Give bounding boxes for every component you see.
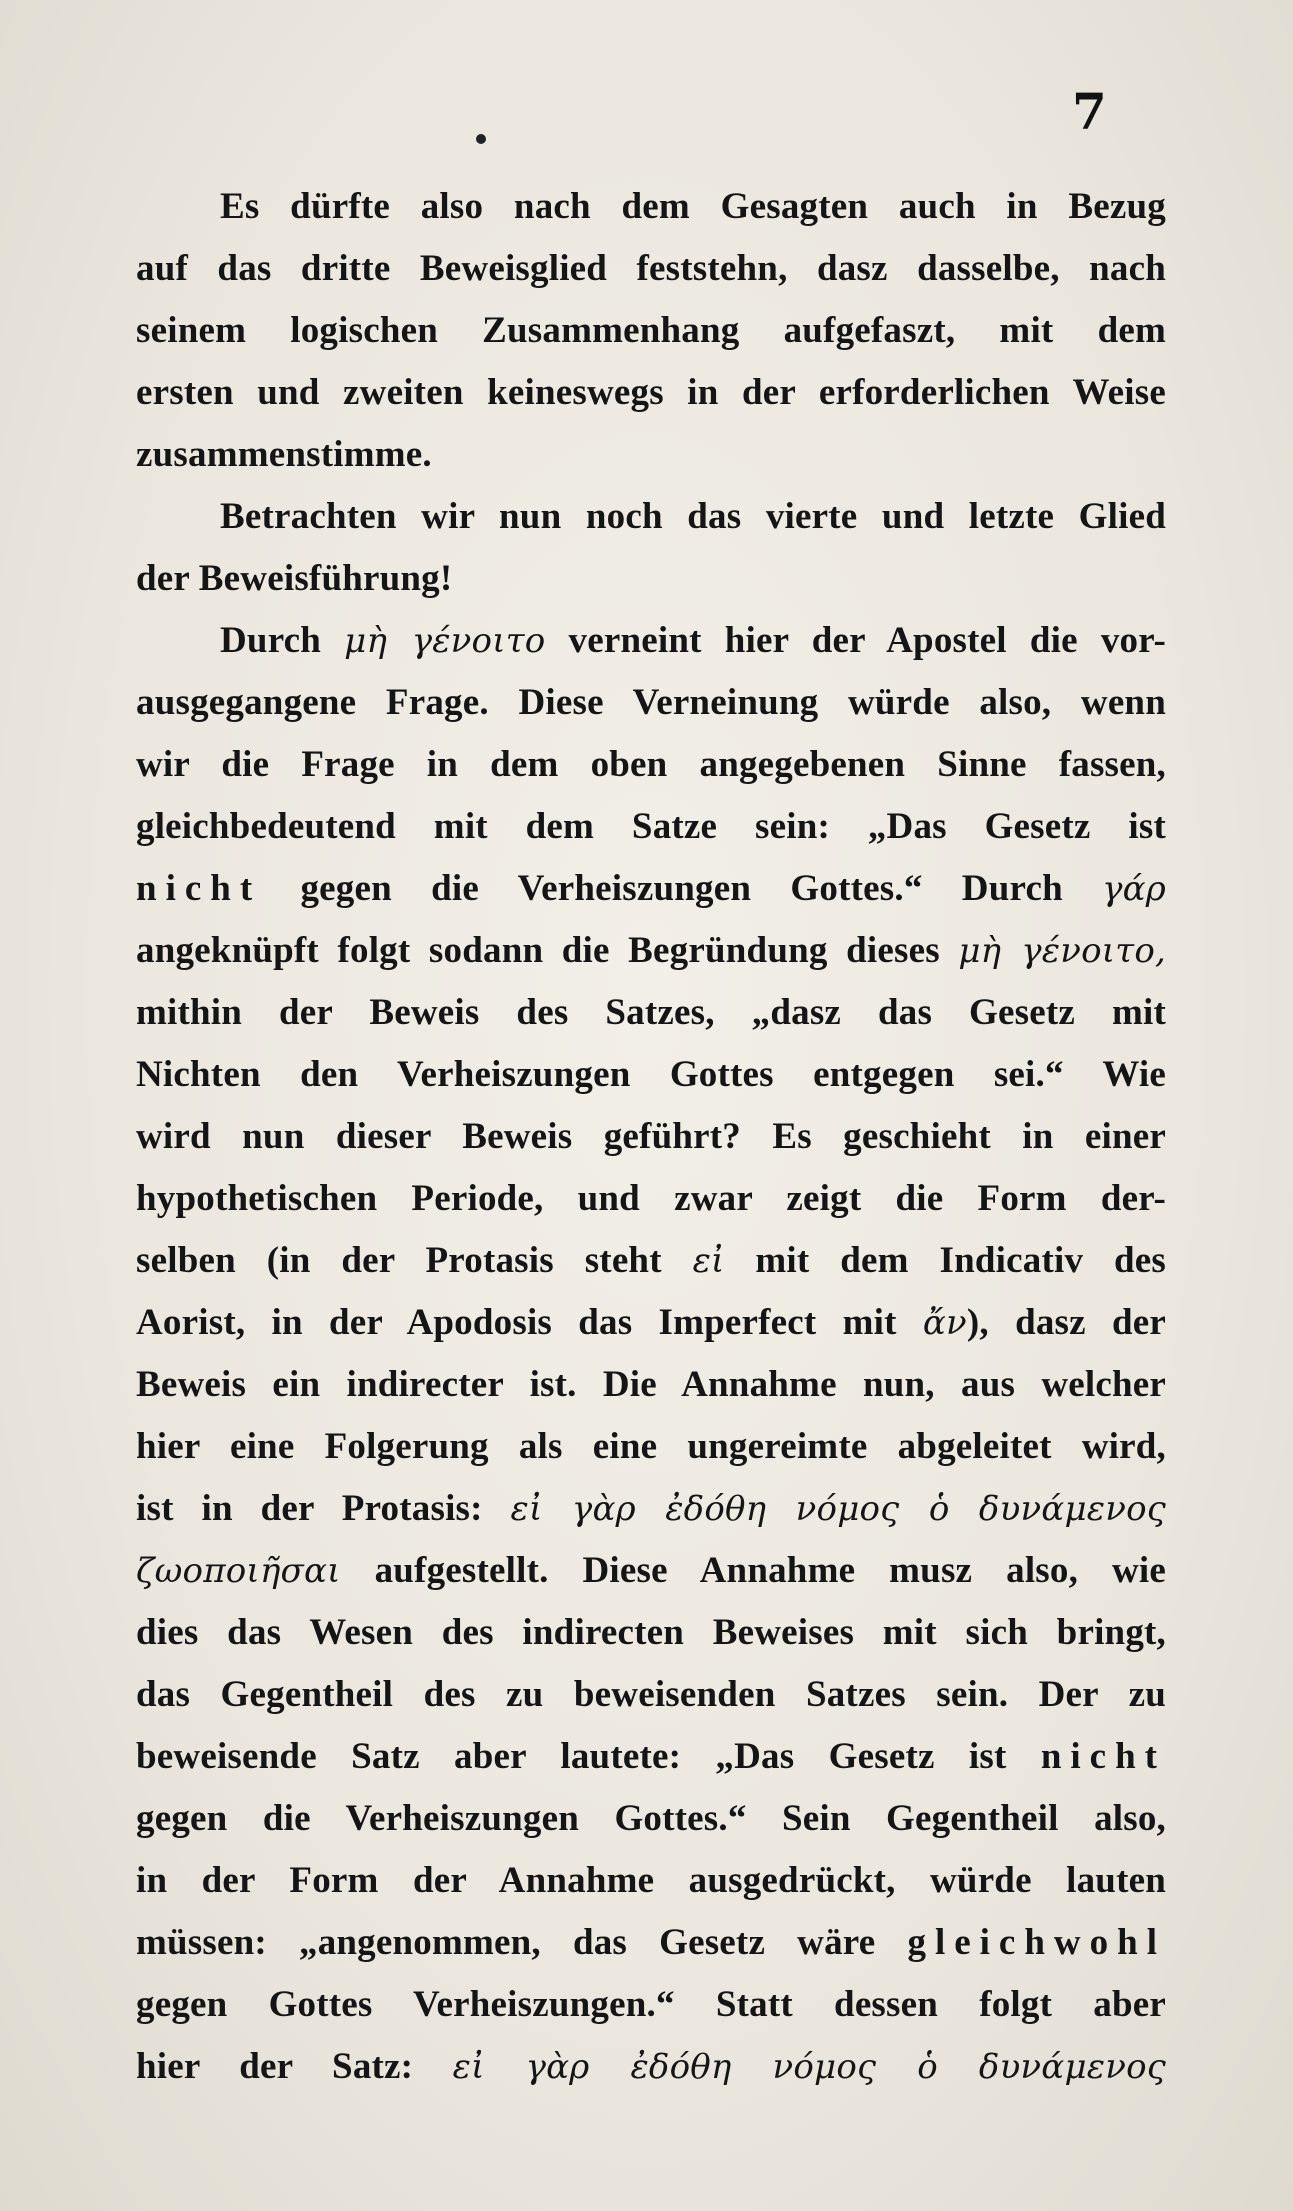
greek-phrase: ζωοποιῆσαι — [136, 1551, 341, 1591]
text-line: gleichbedeutend mit dem Satze sein: „Das Gesetz ist — [136, 806, 1166, 847]
text-line: zusammenstimme. — [136, 434, 432, 475]
text-line: auf das dritte Beweisglied feststehn, dasz dasselbe, nach — [136, 248, 1166, 289]
text-line: Betrachten wir nun noch das vierte und letzte Glied — [220, 496, 1166, 537]
greek-phrase: εἰ γὰρ ἐδόθη νόμος ὁ δυνάμενος — [452, 2047, 1166, 2087]
text-line: angeknüpft folgt sodann die Begründung dieses μὴ γένοιτο, — [136, 930, 1166, 971]
text-line: wird nun dieser Beweis geführt? Es geschieht in einer — [136, 1116, 1166, 1157]
text-line: nicht gegen die Verheiszungen Gottes.“ Durch γάρ — [136, 868, 1166, 909]
ink-speck — [476, 134, 486, 144]
text-line: Durch μὴ γένοιτο verneint hier der Apostel die vor- — [220, 620, 1166, 661]
greek-phrase: εἰ γὰρ ἐδόθη νόμος ὁ δυνάμενος — [510, 1489, 1166, 1529]
emphasized-word: gleichwohl — [907, 1922, 1166, 1963]
text-line: das Gegentheil des zu beweisenden Satzes sein. Der zu — [136, 1674, 1166, 1715]
emphasized-word: nicht — [136, 868, 262, 909]
text-line: beweisende Satz aber lautete: „Das Gesetz ist nicht — [136, 1736, 1166, 1777]
text-line: hypothetischen Periode, und zwar zeigt die Form der- — [136, 1178, 1166, 1219]
text-line: hier der Satz: εἰ γὰρ ἐδόθη νόμος ὁ δυνάμενος — [136, 2046, 1166, 2087]
text-line: dies das Wesen des indirecten Beweises mit sich bringt, — [136, 1612, 1166, 1653]
text-line: gegen Gottes Verheiszungen.“ Statt dessen folgt aber — [136, 1984, 1166, 2025]
text-line: Nichten den Verheiszungen Gottes entgegen sei.“ Wie — [136, 1054, 1166, 1095]
text-line: mithin der Beweis des Satzes, „dasz das Gesetz mit — [136, 992, 1166, 1033]
text-line: Beweis ein indirecter ist. Die Annahme nun, aus welcher — [136, 1364, 1166, 1405]
text-line: ausgegangene Frage. Diese Verneinung würde also, wenn — [136, 682, 1166, 723]
text-line: Aorist, in der Apodosis das Imperfect mit ἄν), dasz der — [136, 1302, 1166, 1343]
text-line: ersten und zweiten keineswegs in der erforderlichen Weise — [136, 372, 1166, 413]
text-line: hier eine Folgerung als eine ungereimte abgeleitet wird, — [136, 1426, 1166, 1467]
emphasized-word: nicht — [1040, 1736, 1166, 1777]
greek-phrase: ἄν — [922, 1303, 967, 1343]
text-line: gegen die Verheiszungen Gottes.“ Sein Gegentheil also, — [136, 1798, 1166, 1839]
body-text — [136, 176, 1166, 2098]
text-line: der Beweisführung! — [136, 558, 453, 599]
greek-phrase: γάρ — [1102, 869, 1166, 909]
text-line: Es dürfte also nach dem Gesagten auch in Bezug — [220, 186, 1166, 227]
greek-phrase: μὴ γένοιτο — [344, 621, 546, 661]
text-line: ζωοποιῆσαι aufgestellt. Diese Annahme musz also, wie — [136, 1550, 1166, 1591]
text-line: selben (in der Protasis steht εἰ mit dem Indicativ des — [136, 1240, 1166, 1281]
text-line: seinem logischen Zusammenhang aufgefaszt, mit dem — [136, 310, 1166, 351]
greek-phrase: μὴ γένοιτο, — [958, 931, 1166, 971]
page-number: 7 — [1072, 82, 1107, 141]
text-line: in der Form der Annahme ausgedrückt, würde lauten — [136, 1860, 1166, 1901]
text-line: wir die Frage in dem oben angegebenen Sinne fassen, — [136, 744, 1166, 785]
greek-phrase: εἰ — [692, 1241, 725, 1281]
text-line: ist in der Protasis: εἰ γὰρ ἐδόθη νόμος ὁ δυνάμενος — [136, 1488, 1166, 1529]
text-line: müssen: „angenommen, das Gesetz wäre gleichwohl — [136, 1922, 1166, 1963]
